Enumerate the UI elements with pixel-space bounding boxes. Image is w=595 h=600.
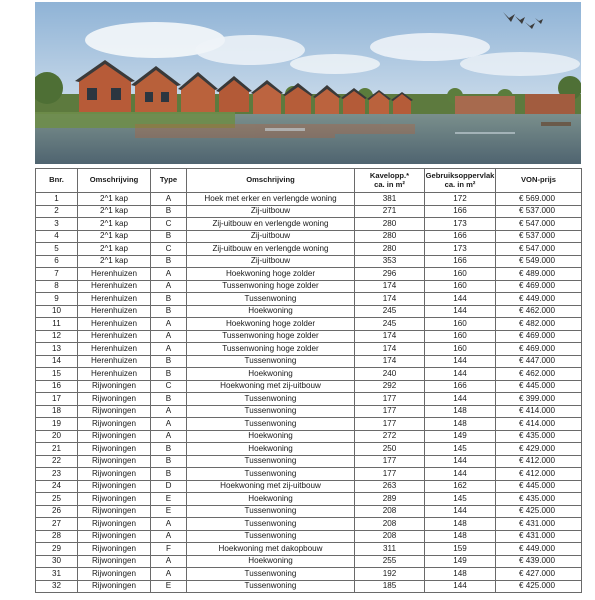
cell-von-prijs: € 469.000 [496, 330, 582, 343]
cell-von-prijs: € 412.000 [496, 468, 582, 481]
cell-type: A [151, 568, 187, 581]
table-row [36, 393, 582, 406]
cell-kaveloppervlak: 255 [355, 555, 425, 568]
table-row [36, 193, 582, 206]
table-row [36, 230, 582, 243]
cell-categorie: Herenhuizen [78, 355, 151, 368]
cell-kaveloppervlak: 250 [355, 443, 425, 456]
cell-von-prijs: € 482.000 [496, 318, 582, 331]
cell-bnr: 3 [36, 218, 78, 231]
cell-kaveloppervlak: 311 [355, 543, 425, 556]
cell-kaveloppervlak: 263 [355, 480, 425, 493]
cell-categorie: Rijwoningen [78, 480, 151, 493]
cell-kaveloppervlak: 245 [355, 318, 425, 331]
cell-bnr: 28 [36, 530, 78, 543]
cell-categorie: Rijwoningen [78, 505, 151, 518]
cell-omschrijving: Zij-uitbouw en verlengde woning [187, 243, 355, 256]
cell-categorie: 2^1 kap [78, 193, 151, 206]
cell-omschrijving: Tussenwoning [187, 580, 355, 593]
cell-gebruiksoppervlak: 144 [425, 293, 496, 306]
table-row [36, 218, 582, 231]
cell-type: B [151, 455, 187, 468]
cell-type: B [151, 305, 187, 318]
table-row [36, 530, 582, 543]
cell-gebruiksoppervlak: 173 [425, 243, 496, 256]
cell-gebruiksoppervlak: 148 [425, 405, 496, 418]
table-body [36, 193, 582, 593]
cell-omschrijving: Tussenwoning [187, 455, 355, 468]
table-row [36, 205, 582, 218]
header-omschrijving: Omschrijving [187, 169, 355, 193]
cell-categorie: 2^1 kap [78, 243, 151, 256]
cell-categorie: Rijwoningen [78, 443, 151, 456]
cell-kaveloppervlak: 280 [355, 243, 425, 256]
cell-categorie: Herenhuizen [78, 280, 151, 293]
cell-von-prijs: € 414.000 [496, 405, 582, 418]
cell-omschrijving: Zij-uitbouw [187, 255, 355, 268]
cell-bnr: 5 [36, 243, 78, 256]
cell-omschrijving: Tussenwoning hoge zolder [187, 330, 355, 343]
cell-type: C [151, 218, 187, 231]
cell-gebruiksoppervlak: 148 [425, 418, 496, 431]
cell-omschrijving: Zij-uitbouw [187, 205, 355, 218]
cell-bnr: 8 [36, 280, 78, 293]
cell-type: A [151, 343, 187, 356]
header-kavel-line2: ca. in m² [374, 179, 405, 189]
cell-bnr: 9 [36, 293, 78, 306]
cell-type: B [151, 205, 187, 218]
cell-omschrijving: Hoekwoning [187, 555, 355, 568]
cell-categorie: Rijwoningen [78, 430, 151, 443]
table-row [36, 543, 582, 556]
table-row [36, 343, 582, 356]
cell-omschrijving: Tussenwoning [187, 530, 355, 543]
cell-categorie: 2^1 kap [78, 218, 151, 231]
cell-kaveloppervlak: 280 [355, 230, 425, 243]
cell-gebruiksoppervlak: 162 [425, 480, 496, 493]
cell-type: E [151, 580, 187, 593]
table-row [36, 468, 582, 481]
cell-omschrijving: Hoekwoning [187, 493, 355, 506]
table-row [36, 318, 582, 331]
cell-gebruiksoppervlak: 166 [425, 255, 496, 268]
cell-kaveloppervlak: 245 [355, 305, 425, 318]
table-row [36, 580, 582, 593]
cell-bnr: 12 [36, 330, 78, 343]
cell-omschrijving: Tussenwoning [187, 468, 355, 481]
cell-bnr: 13 [36, 343, 78, 356]
cell-omschrijving: Tussenwoning hoge zolder [187, 343, 355, 356]
cell-gebruiksoppervlak: 148 [425, 518, 496, 531]
header-bnr: Bnr. [36, 169, 78, 193]
cell-kaveloppervlak: 280 [355, 218, 425, 231]
cell-gebruiksoppervlak: 149 [425, 430, 496, 443]
header-gebruiksoppervlak [425, 169, 496, 193]
cell-bnr: 2 [36, 205, 78, 218]
cell-von-prijs: € 431.000 [496, 530, 582, 543]
project-rendering-image [35, 2, 581, 164]
header-type: Type [151, 169, 187, 193]
cell-von-prijs: € 547.000 [496, 218, 582, 231]
cell-kaveloppervlak: 174 [355, 330, 425, 343]
table-row [36, 405, 582, 418]
cell-omschrijving: Tussenwoning hoge zolder [187, 280, 355, 293]
cell-gebruiksoppervlak: 159 [425, 543, 496, 556]
cell-kaveloppervlak: 271 [355, 205, 425, 218]
cell-omschrijving: Tussenwoning [187, 568, 355, 581]
table-row [36, 355, 582, 368]
cell-type: A [151, 530, 187, 543]
cell-omschrijving: Hoekwoning met zij-uitbouw [187, 380, 355, 393]
cell-categorie: Rijwoningen [78, 393, 151, 406]
cell-categorie: 2^1 kap [78, 230, 151, 243]
cell-gebruiksoppervlak: 173 [425, 218, 496, 231]
table-row [36, 280, 582, 293]
cell-gebruiksoppervlak: 148 [425, 530, 496, 543]
cell-von-prijs: € 412.000 [496, 455, 582, 468]
cell-categorie: Rijwoningen [78, 543, 151, 556]
header-gebruik-line2: ca. in m² [444, 179, 476, 189]
cell-type: E [151, 505, 187, 518]
cell-type: A [151, 405, 187, 418]
cell-gebruiksoppervlak: 166 [425, 205, 496, 218]
cell-type: C [151, 380, 187, 393]
cell-kaveloppervlak: 208 [355, 530, 425, 543]
cell-von-prijs: € 425.000 [496, 580, 582, 593]
lots-price-table [35, 168, 582, 593]
cell-type: D [151, 480, 187, 493]
cell-bnr: 29 [36, 543, 78, 556]
cell-von-prijs: € 445.000 [496, 380, 582, 393]
table-row [36, 518, 582, 531]
waterfront-houses-illustration [35, 2, 581, 164]
cell-bnr: 10 [36, 305, 78, 318]
table-row [36, 418, 582, 431]
cell-von-prijs: € 449.000 [496, 293, 582, 306]
cell-von-prijs: € 462.000 [496, 305, 582, 318]
cell-bnr: 19 [36, 418, 78, 431]
cell-gebruiksoppervlak: 144 [425, 355, 496, 368]
cell-bnr: 18 [36, 405, 78, 418]
table-row [36, 555, 582, 568]
cell-kaveloppervlak: 177 [355, 468, 425, 481]
cell-categorie: Rijwoningen [78, 530, 151, 543]
cell-omschrijving: Hoekwoning [187, 305, 355, 318]
cell-omschrijving: Tussenwoning [187, 418, 355, 431]
cell-gebruiksoppervlak: 160 [425, 318, 496, 331]
cell-von-prijs: € 429.000 [496, 443, 582, 456]
cell-gebruiksoppervlak: 148 [425, 568, 496, 581]
cell-von-prijs: € 549.000 [496, 255, 582, 268]
table-header-row [36, 169, 582, 193]
cell-gebruiksoppervlak: 144 [425, 368, 496, 381]
cell-bnr: 26 [36, 505, 78, 518]
cell-kaveloppervlak: 208 [355, 518, 425, 531]
cell-kaveloppervlak: 174 [355, 355, 425, 368]
cell-categorie: Rijwoningen [78, 418, 151, 431]
cell-von-prijs: € 569.000 [496, 193, 582, 206]
cell-type: B [151, 230, 187, 243]
cell-omschrijving: Hoekwoning met zij-uitbouw [187, 480, 355, 493]
cell-bnr: 24 [36, 480, 78, 493]
cell-bnr: 11 [36, 318, 78, 331]
cell-gebruiksoppervlak: 160 [425, 330, 496, 343]
cell-omschrijving: Hoekwoning hoge zolder [187, 318, 355, 331]
cell-von-prijs: € 462.000 [496, 368, 582, 381]
cell-von-prijs: € 537.000 [496, 230, 582, 243]
cell-gebruiksoppervlak: 166 [425, 380, 496, 393]
cell-type: B [151, 355, 187, 368]
cell-omschrijving: Tussenwoning [187, 293, 355, 306]
cell-omschrijving: Hoekwoning [187, 443, 355, 456]
cell-categorie: Rijwoningen [78, 568, 151, 581]
cell-von-prijs: € 435.000 [496, 493, 582, 506]
cell-type: B [151, 393, 187, 406]
cell-omschrijving: Zij-uitbouw en verlengde woning [187, 218, 355, 231]
cell-von-prijs: € 439.000 [496, 555, 582, 568]
cell-gebruiksoppervlak: 166 [425, 230, 496, 243]
cell-type: A [151, 555, 187, 568]
cell-bnr: 31 [36, 568, 78, 581]
cell-categorie: Herenhuizen [78, 305, 151, 318]
table-row [36, 330, 582, 343]
cell-gebruiksoppervlak: 145 [425, 493, 496, 506]
cell-von-prijs: € 445.000 [496, 480, 582, 493]
cell-von-prijs: € 489.000 [496, 268, 582, 281]
cell-gebruiksoppervlak: 160 [425, 280, 496, 293]
cell-von-prijs: € 447.000 [496, 355, 582, 368]
cell-categorie: Herenhuizen [78, 330, 151, 343]
cell-type: B [151, 368, 187, 381]
cell-kaveloppervlak: 296 [355, 268, 425, 281]
cell-categorie: Rijwoningen [78, 468, 151, 481]
cell-kaveloppervlak: 353 [355, 255, 425, 268]
table-row [36, 493, 582, 506]
cell-von-prijs: € 435.000 [496, 430, 582, 443]
table-row [36, 368, 582, 381]
cell-categorie: Rijwoningen [78, 518, 151, 531]
cell-bnr: 6 [36, 255, 78, 268]
table-row [36, 255, 582, 268]
table-row [36, 268, 582, 281]
cell-bnr: 30 [36, 555, 78, 568]
cell-omschrijving: Hoek met erker en verlengde woning [187, 193, 355, 206]
cell-kaveloppervlak: 177 [355, 405, 425, 418]
cell-categorie: Herenhuizen [78, 318, 151, 331]
cell-type: A [151, 330, 187, 343]
cell-kaveloppervlak: 174 [355, 280, 425, 293]
cell-type: A [151, 193, 187, 206]
cell-omschrijving: Zij-uitbouw [187, 230, 355, 243]
cell-type: B [151, 255, 187, 268]
cell-categorie: Rijwoningen [78, 493, 151, 506]
cell-gebruiksoppervlak: 144 [425, 505, 496, 518]
table-row [36, 380, 582, 393]
cell-kaveloppervlak: 177 [355, 455, 425, 468]
cell-kaveloppervlak: 192 [355, 568, 425, 581]
table-row [36, 430, 582, 443]
cell-von-prijs: € 431.000 [496, 518, 582, 531]
cell-type: E [151, 493, 187, 506]
cell-categorie: Rijwoningen [78, 580, 151, 593]
cell-bnr: 15 [36, 368, 78, 381]
cell-omschrijving: Tussenwoning [187, 518, 355, 531]
table-row [36, 568, 582, 581]
cell-categorie: Rijwoningen [78, 405, 151, 418]
cell-categorie: Rijwoningen [78, 455, 151, 468]
table-row [36, 293, 582, 306]
cell-omschrijving: Hoekwoning met dakopbouw [187, 543, 355, 556]
cell-categorie: 2^1 kap [78, 255, 151, 268]
cell-omschrijving: Hoekwoning hoge zolder [187, 268, 355, 281]
cell-bnr: 23 [36, 468, 78, 481]
cell-omschrijving: Hoekwoning [187, 368, 355, 381]
cell-bnr: 20 [36, 430, 78, 443]
cell-omschrijving: Tussenwoning [187, 393, 355, 406]
cell-bnr: 16 [36, 380, 78, 393]
cell-bnr: 22 [36, 455, 78, 468]
cell-gebruiksoppervlak: 144 [425, 580, 496, 593]
cell-type: A [151, 318, 187, 331]
cell-bnr: 21 [36, 443, 78, 456]
cell-kaveloppervlak: 174 [355, 343, 425, 356]
cell-kaveloppervlak: 185 [355, 580, 425, 593]
cell-type: F [151, 543, 187, 556]
cell-gebruiksoppervlak: 160 [425, 268, 496, 281]
cell-gebruiksoppervlak: 144 [425, 468, 496, 481]
cell-kaveloppervlak: 177 [355, 393, 425, 406]
cell-bnr: 14 [36, 355, 78, 368]
cell-type: A [151, 268, 187, 281]
cell-von-prijs: € 414.000 [496, 418, 582, 431]
header-von-prijs: VON-prijs [496, 169, 582, 193]
cell-bnr: 4 [36, 230, 78, 243]
cell-omschrijving: Tussenwoning [187, 355, 355, 368]
cell-kaveloppervlak: 272 [355, 430, 425, 443]
cell-bnr: 7 [36, 268, 78, 281]
cell-von-prijs: € 547.000 [496, 243, 582, 256]
table-row [36, 480, 582, 493]
cell-von-prijs: € 449.000 [496, 543, 582, 556]
cell-kaveloppervlak: 289 [355, 493, 425, 506]
cell-type: B [151, 293, 187, 306]
cell-kaveloppervlak: 292 [355, 380, 425, 393]
cell-bnr: 25 [36, 493, 78, 506]
cell-categorie: Herenhuizen [78, 293, 151, 306]
table-row [36, 505, 582, 518]
header-kavel-line1: Kavelopp.* [369, 170, 410, 180]
table-row [36, 443, 582, 456]
cell-omschrijving: Tussenwoning [187, 405, 355, 418]
cell-omschrijving: Tussenwoning [187, 505, 355, 518]
cell-omschrijving: Hoekwoning [187, 430, 355, 443]
cell-type: B [151, 443, 187, 456]
cell-kaveloppervlak: 381 [355, 193, 425, 206]
table-row [36, 243, 582, 256]
cell-bnr: 32 [36, 580, 78, 593]
cell-type: A [151, 430, 187, 443]
cell-bnr: 1 [36, 193, 78, 206]
cell-von-prijs: € 537.000 [496, 205, 582, 218]
header-gebruik-line1: Gebruiksoppervlak [425, 170, 495, 180]
cell-von-prijs: € 469.000 [496, 280, 582, 293]
cell-von-prijs: € 399.000 [496, 393, 582, 406]
table-row [36, 305, 582, 318]
cell-categorie: Herenhuizen [78, 343, 151, 356]
cell-bnr: 17 [36, 393, 78, 406]
cell-kaveloppervlak: 208 [355, 505, 425, 518]
header-omschrijving-categorie: Omschrijving [78, 169, 151, 193]
cell-gebruiksoppervlak: 144 [425, 455, 496, 468]
table-row [36, 455, 582, 468]
cell-type: C [151, 243, 187, 256]
cell-type: A [151, 518, 187, 531]
cell-kaveloppervlak: 177 [355, 418, 425, 431]
cell-categorie: Herenhuizen [78, 268, 151, 281]
cell-gebruiksoppervlak: 145 [425, 443, 496, 456]
cell-categorie: Herenhuizen [78, 368, 151, 381]
cell-gebruiksoppervlak: 172 [425, 193, 496, 206]
cell-bnr: 27 [36, 518, 78, 531]
cell-von-prijs: € 427.000 [496, 568, 582, 581]
cell-type: B [151, 468, 187, 481]
cell-gebruiksoppervlak: 144 [425, 393, 496, 406]
cell-kaveloppervlak: 174 [355, 293, 425, 306]
cell-gebruiksoppervlak: 144 [425, 305, 496, 318]
cell-categorie: 2^1 kap [78, 205, 151, 218]
cell-categorie: Rijwoningen [78, 555, 151, 568]
cell-gebruiksoppervlak: 149 [425, 555, 496, 568]
header-kaveloppervlak [355, 169, 425, 193]
cell-von-prijs: € 469.000 [496, 343, 582, 356]
cell-type: A [151, 418, 187, 431]
cell-gebruiksoppervlak: 160 [425, 343, 496, 356]
cell-von-prijs: € 425.000 [496, 505, 582, 518]
cell-categorie: Rijwoningen [78, 380, 151, 393]
cell-kaveloppervlak: 240 [355, 368, 425, 381]
cell-type: A [151, 280, 187, 293]
